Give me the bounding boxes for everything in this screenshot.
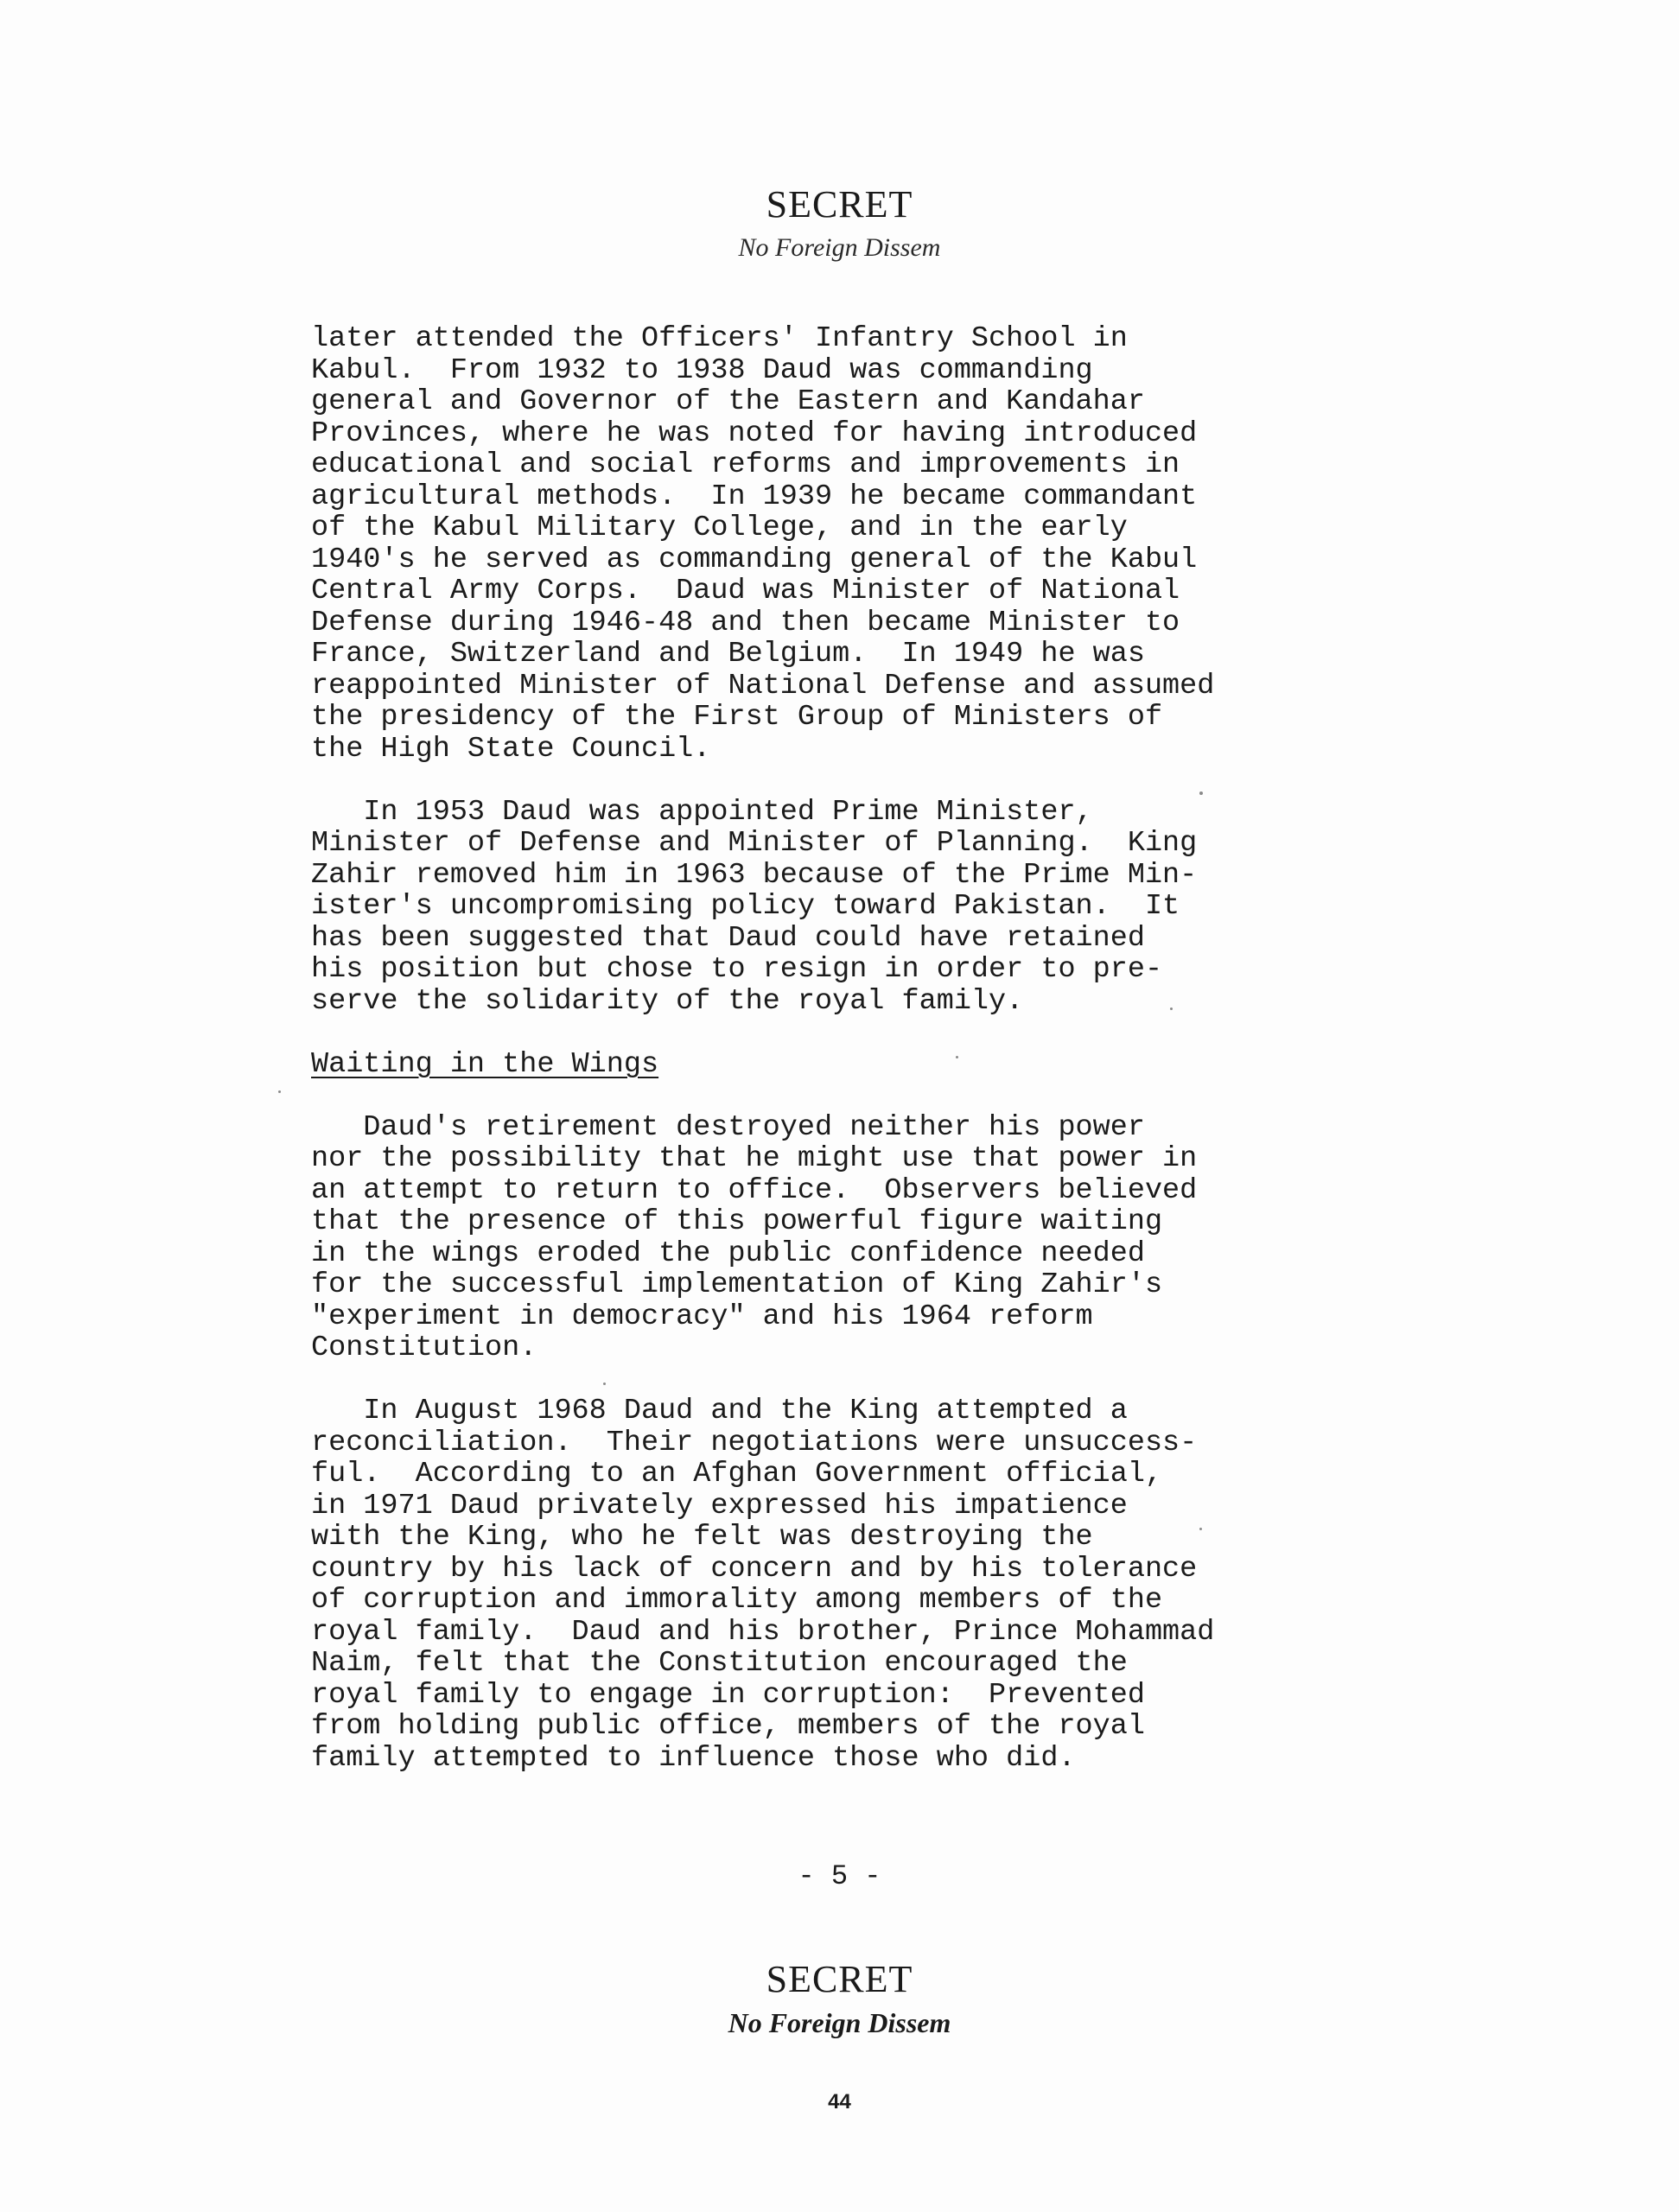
text-line: serve the solidarity of the royal family. bbox=[311, 984, 1024, 1018]
text-line: nor the possibility that he might use that power in bbox=[311, 1142, 1198, 1175]
text-line: "experiment in democracy" and his 1964 reform bbox=[311, 1300, 1093, 1333]
text-line: with the King, who he felt was destroying the bbox=[311, 1521, 1093, 1554]
text-line: country by his lack of concern and by his tolerance bbox=[311, 1552, 1198, 1586]
text-line: family attempted to influence those who did. bbox=[311, 1741, 1076, 1775]
scan-speck bbox=[1199, 1528, 1202, 1530]
text-line: ful. According to an Afghan Government official, bbox=[311, 1458, 1163, 1491]
text-line: Kabul. From 1932 to 1938 Daud was commanding bbox=[311, 353, 1093, 387]
text-line: his position but chose to resign in order to pre- bbox=[311, 953, 1163, 986]
text-line: agricultural methods. In 1939 he became commandant bbox=[311, 480, 1198, 513]
section-heading: Waiting in the Wings bbox=[311, 1047, 659, 1081]
archive-frame-number: 44 bbox=[828, 2090, 851, 2113]
text-line: France, Switzerland and Belgium. In 1949 he was bbox=[311, 638, 1145, 671]
text-line: In August 1968 Daud and the King attempted a bbox=[311, 1395, 1128, 1427]
scan-speck bbox=[278, 1090, 281, 1093]
text-line: later attended the Officers' Infantry School in bbox=[311, 322, 1128, 355]
footer-classification-block bbox=[0, 1956, 1679, 2041]
scan-speck bbox=[1199, 791, 1203, 795]
scan-speck bbox=[603, 1382, 606, 1385]
body-paragraph bbox=[311, 323, 1331, 765]
header-dissemination-caveat: No Foreign Dissem bbox=[738, 233, 941, 262]
text-line: has been suggested that Daud could have retained bbox=[311, 921, 1145, 955]
text-line: Constitution. bbox=[311, 1332, 537, 1364]
body-paragraph bbox=[311, 1395, 1331, 1774]
text-line: in 1971 Daud privately expressed his impatience bbox=[311, 1489, 1128, 1522]
text-line: of the Kabul Military College, and in the early bbox=[311, 512, 1128, 544]
text-line: the High State Council. bbox=[311, 732, 711, 766]
text-line: in the wings eroded the public confidence needed bbox=[311, 1236, 1145, 1270]
text-line: Minister of Defense and Minister of Planning. King bbox=[311, 827, 1198, 860]
text-line: for the successful implementation of King Zahir's bbox=[311, 1268, 1163, 1301]
text-line: Central Army Corps. Daud was Minister of National bbox=[311, 575, 1180, 607]
scan-speck bbox=[956, 1056, 958, 1058]
footer-classification-marking: SECRET bbox=[766, 1958, 913, 2000]
text-line: Defense during 1946-48 and then became Minister to bbox=[311, 606, 1180, 639]
text-line: Daud's retirement destroyed neither his power bbox=[311, 1110, 1145, 1144]
text-line: royal family. Daud and his brother, Prince Mohammad bbox=[311, 1615, 1215, 1649]
text-line: Zahir removed him in 1963 because of the Prime Min- bbox=[311, 858, 1198, 892]
document-body bbox=[311, 323, 1331, 1806]
text-line: the presidency of the First Group of Ministers of bbox=[311, 701, 1163, 734]
body-paragraphs bbox=[311, 323, 1331, 1017]
text-line: educational and social reforms and improvements in bbox=[311, 448, 1180, 481]
text-line: In 1953 Daud was appointed Prime Minister, bbox=[311, 795, 1093, 829]
body-paragraph bbox=[311, 1112, 1331, 1364]
text-line: ister's uncompromising policy toward Pakistan. It bbox=[311, 890, 1180, 923]
text-line: royal family to engage in corruption: Prevented bbox=[311, 1678, 1145, 1712]
text-line: Naim, felt that the Constitution encouraged the bbox=[311, 1647, 1128, 1680]
text-line: reconciliation. Their negotiations were unsuccess- bbox=[311, 1426, 1198, 1459]
body-paragraph bbox=[311, 797, 1331, 1018]
header-classification-block bbox=[0, 181, 1679, 266]
text-line: 1940's he served as commanding general of the Kabul bbox=[311, 543, 1198, 576]
text-line: of corruption and immorality among members of the bbox=[311, 1584, 1163, 1617]
header-classification-marking: SECRET bbox=[766, 183, 913, 226]
text-line: that the presence of this powerful figure waiting bbox=[311, 1205, 1163, 1238]
page-number: - 5 - bbox=[798, 1860, 881, 1892]
scan-speck bbox=[1170, 1007, 1173, 1010]
text-line: an attempt to return to office. Observers believed bbox=[311, 1173, 1198, 1207]
text-line: general and Governor of the Eastern and Kandahar bbox=[311, 385, 1145, 418]
text-line: Provinces, where he was noted for having introduced bbox=[311, 416, 1198, 450]
text-line: reappointed Minister of National Defense and assumed bbox=[311, 669, 1215, 702]
text-line: from holding public office, members of the royal bbox=[311, 1710, 1145, 1743]
footer-dissemination-caveat: No Foreign Dissem bbox=[728, 2007, 951, 2038]
section-paragraphs bbox=[311, 1112, 1331, 1775]
